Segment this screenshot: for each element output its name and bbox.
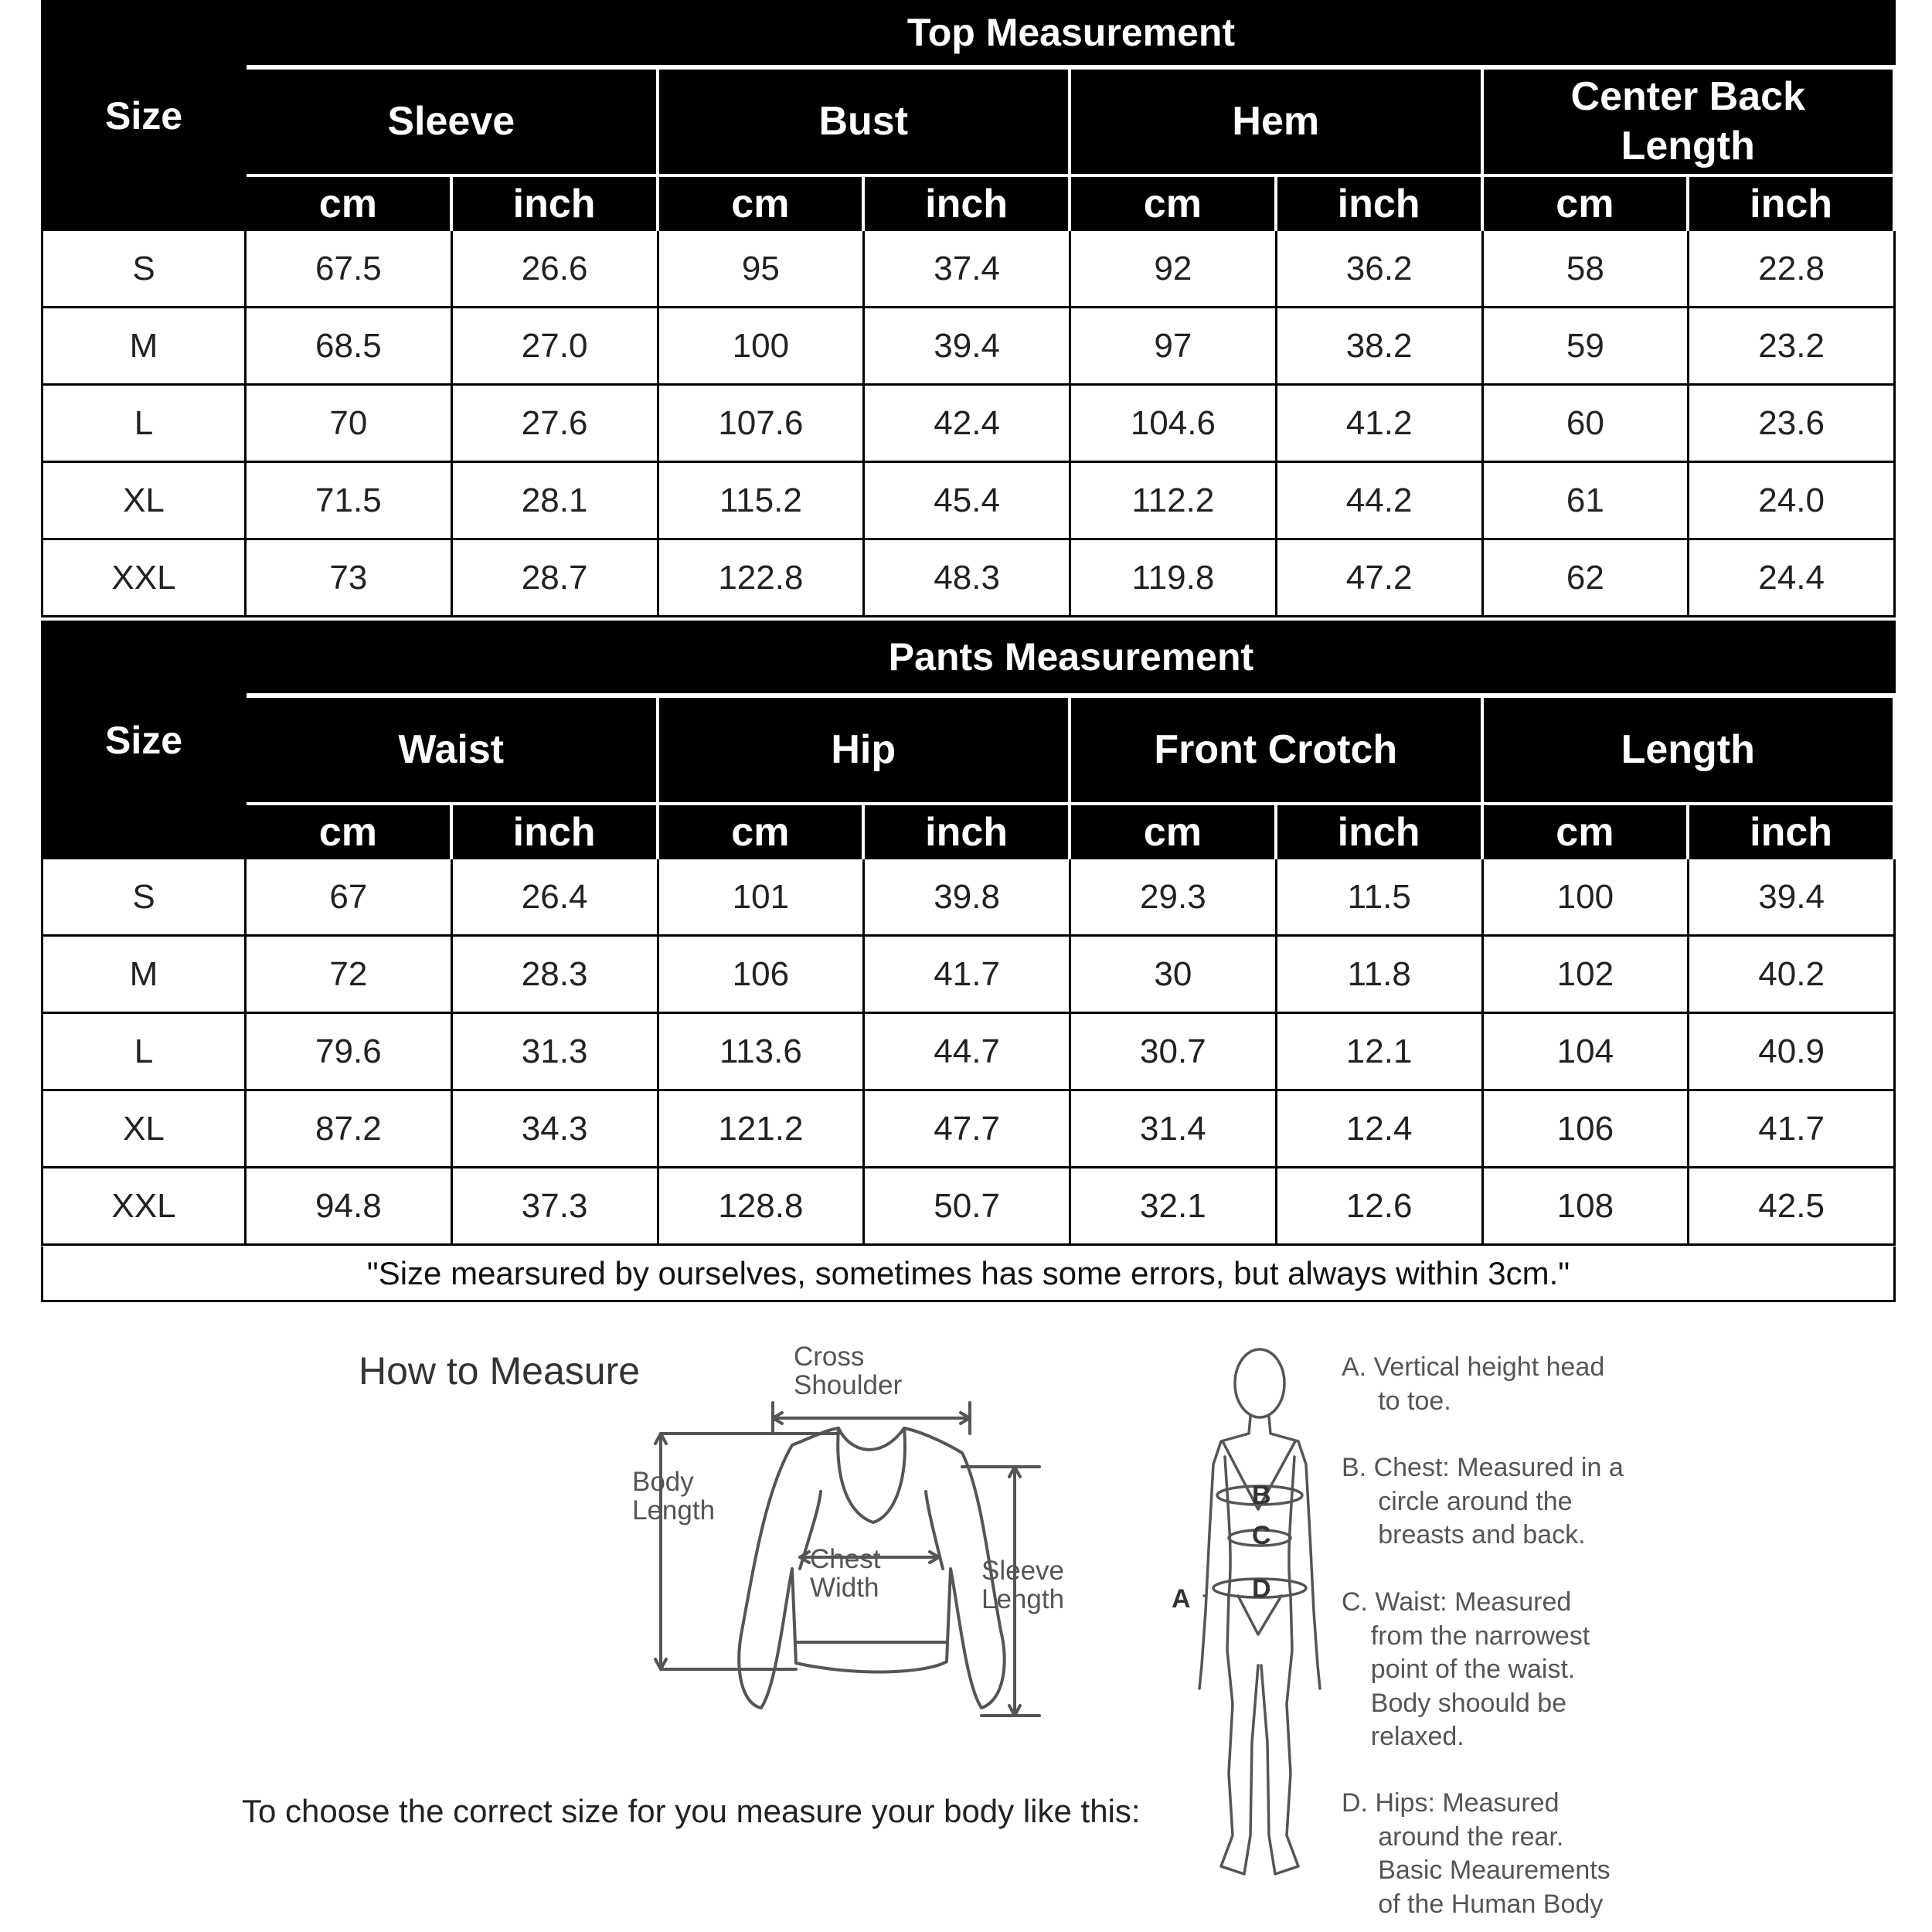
table-cell: 31.4 [1071, 1091, 1277, 1168]
table-title: Top Measurement [247, 0, 1896, 70]
table-cell: 47.7 [865, 1091, 1071, 1168]
table-cell: 50.7 [865, 1168, 1071, 1246]
size-cell: XXL [41, 1168, 247, 1246]
body-figure [1167, 1341, 1321, 1897]
table-cell: 115.2 [659, 463, 866, 540]
step-b: B. Chest: Measured in a circle around the breasts and back. [1342, 1453, 1624, 1550]
unit-header: inch [453, 177, 659, 231]
table-cell: 34.3 [453, 1091, 659, 1168]
table-cell: 62 [1484, 540, 1690, 617]
table-cell: 41.7 [1689, 1091, 1896, 1168]
size-header: Size [41, 621, 247, 859]
size-cell: S [41, 231, 247, 308]
table-cell: 70 [247, 386, 453, 463]
table-cell: 112.2 [1071, 463, 1277, 540]
table-cell: 106 [1484, 1091, 1690, 1168]
table-cell: 101 [659, 859, 866, 937]
size-cell: XL [41, 1091, 247, 1168]
table-cell: 36.2 [1277, 231, 1484, 308]
unit-header: cm [1484, 177, 1690, 231]
category-header: Length [1484, 698, 1896, 805]
unit-header: cm [659, 805, 866, 859]
category-header: Bust [659, 70, 1072, 177]
size-cell: M [41, 937, 247, 1014]
category-header: Hip [659, 698, 1072, 805]
table-cell: 48.3 [865, 540, 1071, 617]
table-cell: 37.4 [865, 231, 1071, 308]
instruction-text: To choose the correct size for you measure your body like this: [242, 1793, 1141, 1829]
category-header: Hem [1071, 70, 1484, 177]
table-cell: 113.6 [659, 1014, 866, 1091]
pants-measurement-table [41, 621, 1896, 1246]
body-letter-c: C [1252, 1521, 1271, 1550]
table-cell: 72 [247, 937, 453, 1014]
table-cell: 104.6 [1071, 386, 1277, 463]
table-cell: 40.9 [1689, 1014, 1896, 1091]
table-cell: 73 [247, 540, 453, 617]
table-cell: 94.8 [247, 1168, 453, 1246]
size-cell: XL [41, 463, 247, 540]
size-header: Size [41, 0, 247, 231]
table-cell: 119.8 [1071, 540, 1277, 617]
size-cell: M [41, 308, 247, 386]
cross-shoulder-label: Cross Shoulder [794, 1342, 903, 1400]
size-cell: L [41, 1014, 247, 1091]
table-cell: 29.3 [1071, 859, 1277, 937]
table-cell: 107.6 [659, 386, 866, 463]
table-cell: 23.6 [1689, 386, 1896, 463]
size-cell: S [41, 859, 247, 937]
table-title: Pants Measurement [247, 621, 1896, 698]
table-cell: 26.4 [453, 859, 659, 937]
table-cell: 26.6 [453, 231, 659, 308]
table-cell: 24.4 [1689, 540, 1896, 617]
table-cell: 30 [1071, 937, 1277, 1014]
unit-header: cm [1484, 805, 1690, 859]
unit-header: inch [865, 805, 1071, 859]
table-cell: 42.5 [1689, 1168, 1896, 1246]
table-cell: 71.5 [247, 463, 453, 540]
category-header: Front Crotch [1071, 698, 1484, 805]
top-measurement-table [41, 0, 1896, 617]
table-cell: 28.1 [453, 463, 659, 540]
table-cell: 121.2 [659, 1091, 866, 1168]
unit-header: cm [247, 177, 453, 231]
table-cell: 40.2 [1689, 937, 1896, 1014]
unit-header: inch [1277, 805, 1484, 859]
step-d: D. Hips: Measured around the rear. Basic Meaurements of the Human Body [1342, 1788, 1611, 1919]
table-cell: 60 [1484, 386, 1690, 463]
table-cell: 32.1 [1071, 1168, 1277, 1246]
table-cell: 102 [1484, 937, 1690, 1014]
table-cell: 67.5 [247, 231, 453, 308]
step-a: A. Vertical height head to toe. [1342, 1352, 1605, 1416]
size-cell: XXL [41, 540, 247, 617]
unit-header: cm [659, 177, 866, 231]
table-cell: 104 [1484, 1014, 1690, 1091]
table-cell: 59 [1484, 308, 1690, 386]
unit-header: inch [453, 805, 659, 859]
table-cell: 58 [1484, 231, 1690, 308]
table-cell: 23.2 [1689, 308, 1896, 386]
table-cell: 67 [247, 859, 453, 937]
chest-width-label: Chest Width [810, 1544, 881, 1603]
table-cell: 106 [659, 937, 866, 1014]
body-length-label: Body Length [632, 1467, 716, 1526]
table-cell: 12.6 [1277, 1168, 1484, 1246]
unit-header: cm [247, 805, 453, 859]
table-cell: 87.2 [247, 1091, 453, 1168]
body-letter-a: A [1172, 1584, 1191, 1614]
table-cell: 92 [1071, 231, 1277, 308]
category-header: Waist [247, 698, 659, 805]
table-cell: 41.2 [1277, 386, 1484, 463]
table-cell: 39.8 [865, 859, 1071, 937]
table-cell: 38.2 [1277, 308, 1484, 386]
how-to-measure-title: How to Measure [359, 1349, 641, 1393]
unit-header: inch [1277, 177, 1484, 231]
table-cell: 128.8 [659, 1168, 866, 1246]
unit-header: cm [1071, 805, 1277, 859]
table-cell: 28.7 [453, 540, 659, 617]
table-cell: 44.2 [1277, 463, 1484, 540]
table-cell: 11.8 [1277, 937, 1484, 1014]
table-cell: 39.4 [865, 308, 1071, 386]
table-cell: 28.3 [453, 937, 659, 1014]
table-cell: 45.4 [865, 463, 1071, 540]
category-header: Sleeve [247, 70, 659, 177]
table-cell: 27.0 [453, 308, 659, 386]
table-cell: 31.3 [453, 1014, 659, 1091]
table-cell: 22.8 [1689, 231, 1896, 308]
table-cell: 61 [1484, 463, 1690, 540]
table-cell: 27.6 [453, 386, 659, 463]
table-cell: 44.7 [865, 1014, 1071, 1091]
step-c: C. Waist: Measured from the narrowest point of the waist. Body shoould be relaxed. [1342, 1587, 1590, 1752]
table-cell: 24.0 [1689, 463, 1896, 540]
table-cell: 100 [1484, 859, 1690, 937]
table-cell: 95 [659, 231, 866, 308]
size-cell: L [41, 386, 247, 463]
table-cell: 11.5 [1277, 859, 1484, 937]
table-cell: 30.7 [1071, 1014, 1277, 1091]
table-cell: 68.5 [247, 308, 453, 386]
unit-header: inch [1689, 177, 1896, 231]
footnote: "Size mearsured by ourselves, sometimes has some errors, but always within 3cm." [41, 1247, 1896, 1302]
unit-header: inch [1689, 805, 1896, 859]
table-cell: 12.1 [1277, 1014, 1484, 1091]
table-cell: 42.4 [865, 386, 1071, 463]
table-cell: 122.8 [659, 540, 866, 617]
table-cell: 79.6 [247, 1014, 453, 1091]
unit-header: cm [1071, 177, 1277, 231]
body-letter-d: D [1252, 1574, 1271, 1604]
table-cell: 47.2 [1277, 540, 1484, 617]
table-cell: 97 [1071, 308, 1277, 386]
body-letter-b: B [1252, 1481, 1271, 1510]
sleeve-length-label: Sleeve Length [981, 1556, 1065, 1614]
table-cell: 41.7 [865, 937, 1071, 1014]
category-header: Center Back Length [1484, 70, 1896, 177]
table-cell: 37.3 [453, 1168, 659, 1246]
unit-header: inch [865, 177, 1071, 231]
table-cell: 100 [659, 308, 866, 386]
table-cell: 39.4 [1689, 859, 1896, 937]
table-cell: 108 [1484, 1168, 1690, 1246]
table-cell: 12.4 [1277, 1091, 1484, 1168]
